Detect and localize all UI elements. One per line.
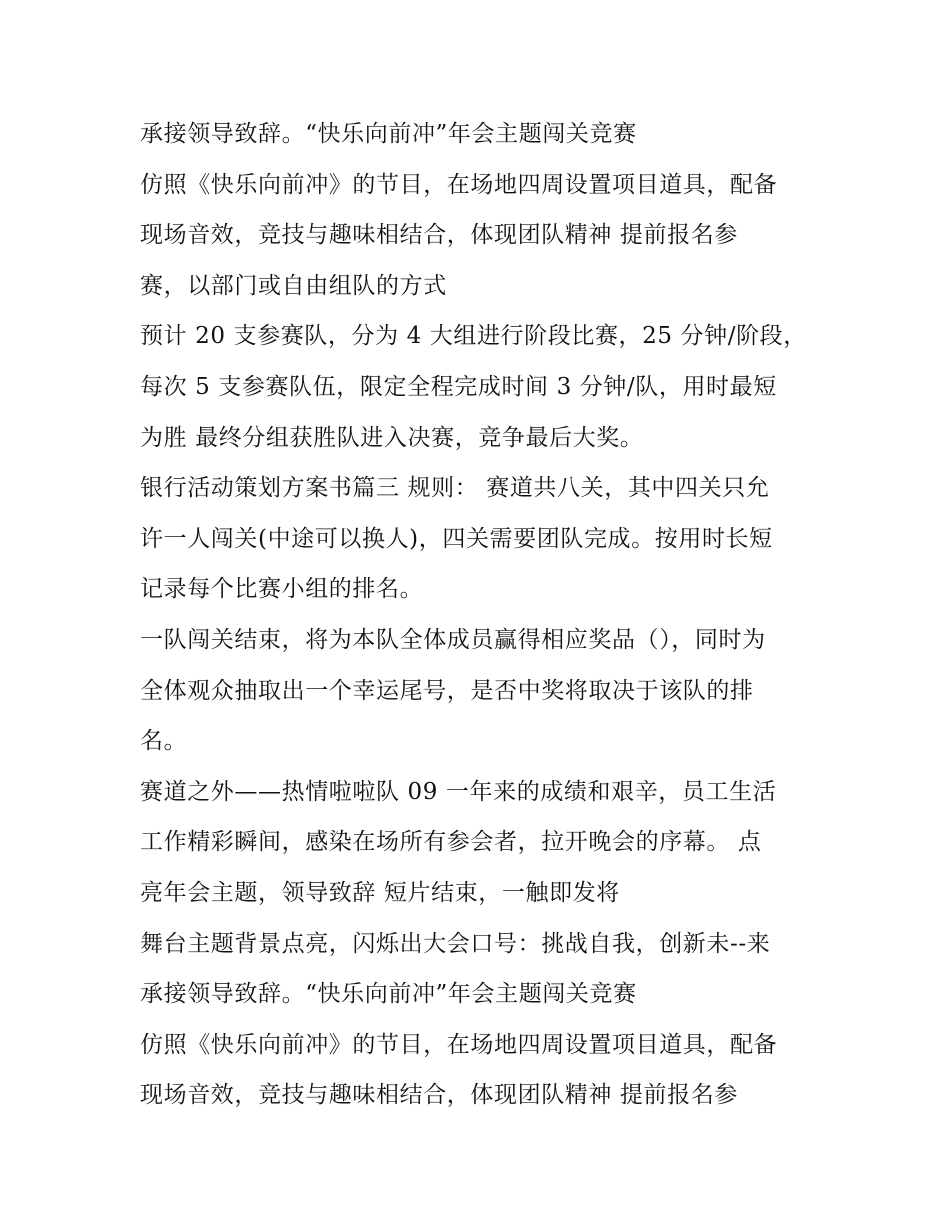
- text-line: 每次 5 支参赛队伍，限定全程完成时间 3 分钟/队，用时最短: [140, 373, 777, 400]
- text-line: 赛，以部门或自由组队的方式: [140, 272, 447, 299]
- text-line: 一队闯关结束，将为本队全体成员赢得相应奖品（），同时为: [140, 626, 766, 653]
- text-line: 工作精彩瞬间，感染在场所有参会者，拉开晚会的序幕。 点: [140, 829, 762, 856]
- text-line: 记录每个比赛小组的排名。: [140, 576, 424, 603]
- text-line: 承接领导致辞。“快乐向前冲”年会主题闯关竞赛: [140, 121, 637, 147]
- text-line: 赛道之外——热情啦啦队 09 一年来的成绩和艰辛，员工生活: [140, 778, 777, 805]
- text-line: 承接领导致辞。“快乐向前冲”年会主题闯关竞赛: [140, 981, 637, 1008]
- document-body: [140, 109, 830, 1121]
- text-line: 舞台主题背景点亮，闪烁出大会口号：挑战自我，创新未--来: [140, 930, 771, 957]
- text-line: 许一人闯关(中途可以换人)，四关需要团队完成。按用时长短: [140, 525, 773, 552]
- text-line: 全体观众抽取出一个幸运尾号，是否中奖将取决于该队的排: [140, 677, 754, 704]
- text-line: 名。: [140, 728, 188, 755]
- text-line: 为胜 最终分组获胜队进入决赛，竞争最后大奖。: [140, 424, 644, 451]
- text-line: 预计 20 支参赛队，分为 4 大组进行阶段比赛，25 分钟/阶段，: [140, 323, 807, 350]
- text-line: 现场音效，竞技与趣味相结合，体现团队精神 提前报名参: [140, 1082, 738, 1109]
- text-line: 现场音效，竞技与趣味相结合，体现团队精神 提前报名参: [140, 222, 738, 249]
- text-line: 仿照《快乐向前冲》的节目，在场地四周设置项目道具，配备: [140, 171, 778, 198]
- text-line: 亮年会主题，领导致辞 短片结束，一触即发将: [140, 879, 620, 906]
- text-line: 银行活动策划方案书篇三 规则： 赛道共八关，其中四关只允: [140, 475, 770, 502]
- text-line: 仿照《快乐向前冲》的节目，在场地四周设置项目道具，配备: [140, 1031, 778, 1058]
